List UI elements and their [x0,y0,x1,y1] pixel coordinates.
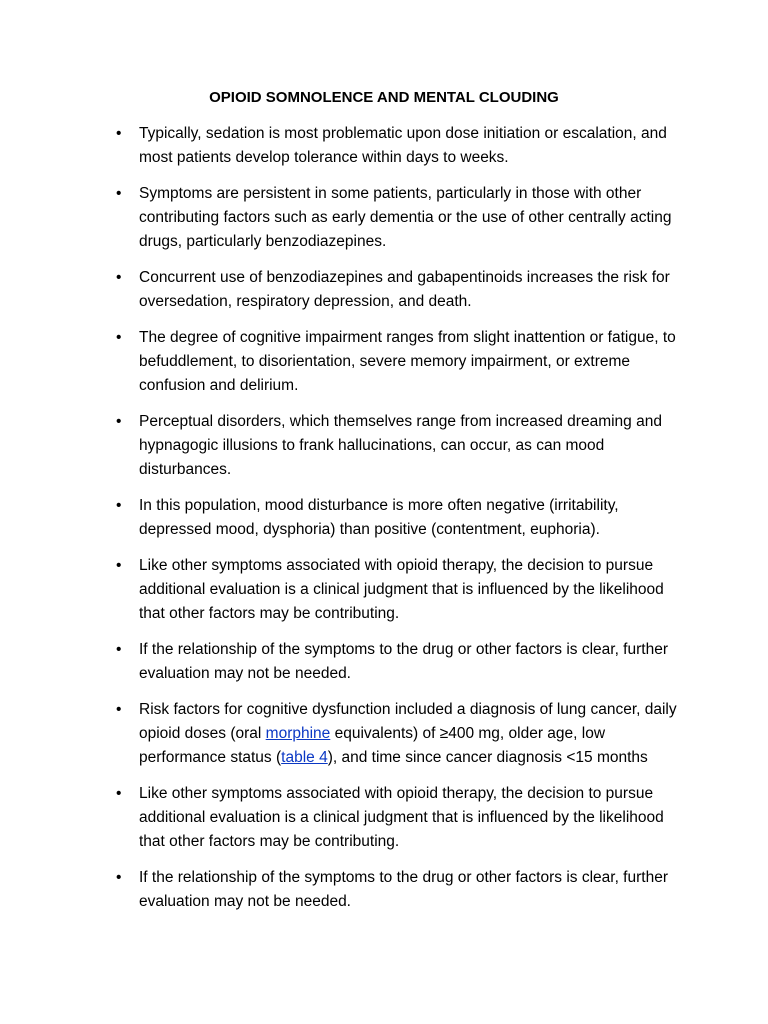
list-item-text: Typically, sedation is most problematic upon dose initiation or escalation, and most patients develop tolerance within days to weeks. [139,125,667,166]
bullet-icon: • [116,641,122,658]
bullet-icon: • [116,557,122,574]
list-item-text: The degree of cognitive impairment ranges from slight inattention or fatigue, to befuddlement, to disorientation, severe memory impairment, or extreme confusion and delirium. [139,329,676,394]
list-item [113,866,683,914]
bullet-list [113,122,683,926]
list-item [113,410,683,482]
morphine-link[interactable]: morphine [265,725,331,742]
bullet-icon: • [116,329,122,346]
table-4-link[interactable]: table 4 [281,749,328,766]
bullet-icon: • [116,785,122,802]
bullet-icon: • [116,185,122,202]
bullet-icon: • [116,125,122,142]
risk-text-part2: equivalents) of ≥400 mg, older age, low performance status ( [139,725,606,766]
list-item-text: Like other symptoms associated with opioid therapy, the decision to pursue additional evaluation is a clinical judgment that is influenced by the likelihood that other factors may be contributing. [139,785,664,850]
list-item [113,326,683,398]
list-item-text: In this population, mood disturbance is more often negative (irritability, depressed mood, dysphoria) than positive (contentment, euphoria). [139,497,619,538]
list-item [113,782,683,854]
bullet-icon: • [116,269,122,286]
bullet-icon: • [116,497,122,514]
list-item-risk-factors [113,698,683,770]
list-item [113,182,683,254]
list-item [113,122,683,170]
list-item [113,266,683,314]
list-item [113,638,683,686]
list-item-text: Perceptual disorders, which themselves range from increased dreaming and hypnagogic illusions to frank hallucinations, can occur, as can mood disturbances. [139,413,662,478]
list-item-text: If the relationship of the symptoms to the drug or other factors is clear, further evaluation may not be needed. [139,641,668,682]
list-item-text: If the relationship of the symptoms to the drug or other factors is clear, further evaluation may not be needed. [139,869,668,910]
risk-text-part1: Risk factors for cognitive dysfunction included a diagnosis of lung cancer, daily opioid doses (oral [139,701,677,742]
bullet-icon: • [116,413,122,430]
bullet-icon: • [116,869,122,886]
document-title: OPIOID SOMNOLENCE AND MENTAL CLOUDING [209,89,559,106]
list-item-text: Concurrent use of benzodiazepines and gabapentinoids increases the risk for oversedation, respiratory depression, and death. [139,269,670,310]
list-item-text: Like other symptoms associated with opioid therapy, the decision to pursue additional evaluation is a clinical judgment that is influenced by the likelihood that other factors may be contributing. [139,557,664,622]
list-item [113,554,683,626]
bullet-icon: • [116,701,122,718]
risk-text-part3: ), and time since cancer diagnosis <15 months [327,749,648,766]
list-item-text: Symptoms are persistent in some patients, particularly in those with other contributing factors such as early dementia or the use of other centrally acting drugs, particularly benzodiazepines. [139,185,672,250]
list-item [113,494,683,542]
